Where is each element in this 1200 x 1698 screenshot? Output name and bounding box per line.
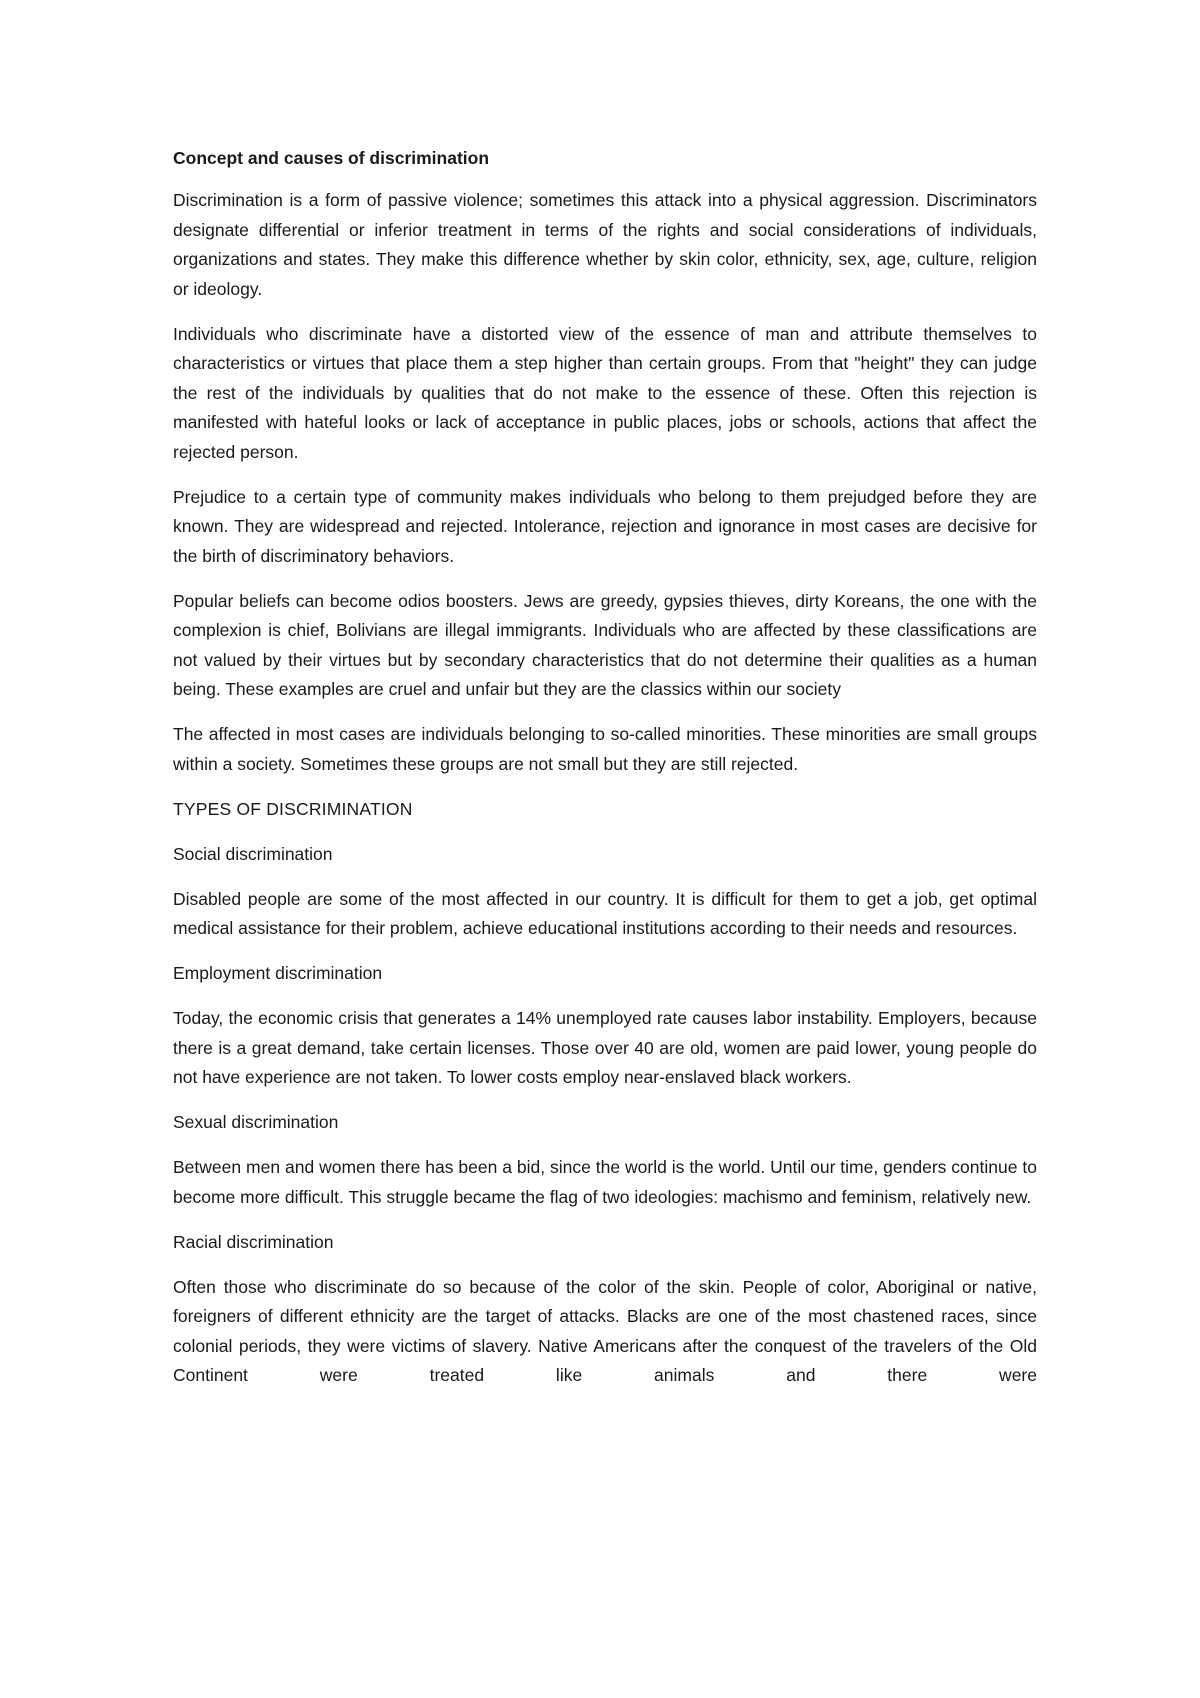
section-heading-employment: Employment discrimination	[173, 963, 383, 983]
section-heading-racial: Racial discrimination	[173, 1231, 334, 1252]
intro-paragraph-2: Individuals who discriminate have a distorted view of the essence of man and attribute themselves to characteristics or virtues that place them a step higher than certain groups. From that "height" they can judge the rest of the individuals by qualities that do not make to the essence of these. Often this rejection is manifested with hateful looks or lack of acceptance in public places, jobs or schools, actions that affect the rejected person.	[173, 323, 1037, 462]
section-heading-sexual: Sexual discrimination	[173, 1112, 339, 1132]
intro-paragraph-1: Discrimination is a form of passive violence; sometimes this attack into a physical aggression. Discriminators designate differential or inferior treatment in terms of the rights and social considerations of individuals, organizations and states. They make this difference whether by skin color, ethnicity, sex, age, culture, religion or ideology.	[173, 190, 1037, 299]
document-title: Concept and causes of discrimination	[173, 148, 490, 168]
section-heading-social: Social discrimination	[173, 843, 333, 864]
document-body	[173, 143, 1037, 1391]
section-text-employment: Today, the economic crisis that generates a 14% unemployed rate causes labor instability. Employers, because there is a great demand, take certain licenses. Those over 40 are old, women are paid lower, young people do not have experience are not taken. To lower costs employ near-enslaved black workers.	[173, 1008, 1037, 1087]
types-heading: TYPES OF DISCRIMINATION	[173, 798, 413, 819]
intro-paragraph-3: Prejudice to a certain type of community makes individuals who belong to them prejudged before they are known. They are widespread and rejected. Intolerance, rejection and ignorance in most cases are decisive for the birth of discriminatory behaviors.	[173, 486, 1037, 566]
section-text-sexual: Between men and women there has been a bid, since the world is the world. Until our time, genders continue to become more difficult. This struggle became the flag of two ideologies: machismo and feminism, relatively new.	[173, 1157, 1037, 1207]
section-text-social: Disabled people are some of the most affected in our country. It is difficult for them to get a job, get optimal medical assistance for their problem, achieve educational institutions according to their needs and resources.	[173, 888, 1037, 938]
intro-paragraph-5: The affected in most cases are individuals belonging to so-called minorities. These minorities are small groups within a society. Sometimes these groups are not small but they are still rejected.	[173, 724, 1037, 774]
section-text-racial: Often those who discriminate do so because of the color of the skin. People of color, Aboriginal or native, foreigners of different ethnicity are the target of attacks. Blacks are one of the most chastened races, since colonial periods, they were victims of slavery. Native Americans after the conquest of the travelers of the Old Continent were treated like animals and there were	[173, 1276, 1037, 1385]
intro-paragraph-4: Popular beliefs can become odios boosters. Jews are greedy, gypsies thieves, dirty Koreans, the one with the complexion is chief, Bolivians are illegal immigrants. Individuals who are affected by these classifications are not valued by their virtues but by secondary characteristics that do not determine their qualities as a human being. These examples are cruel and unfair but they are the classics within our society	[173, 590, 1037, 699]
